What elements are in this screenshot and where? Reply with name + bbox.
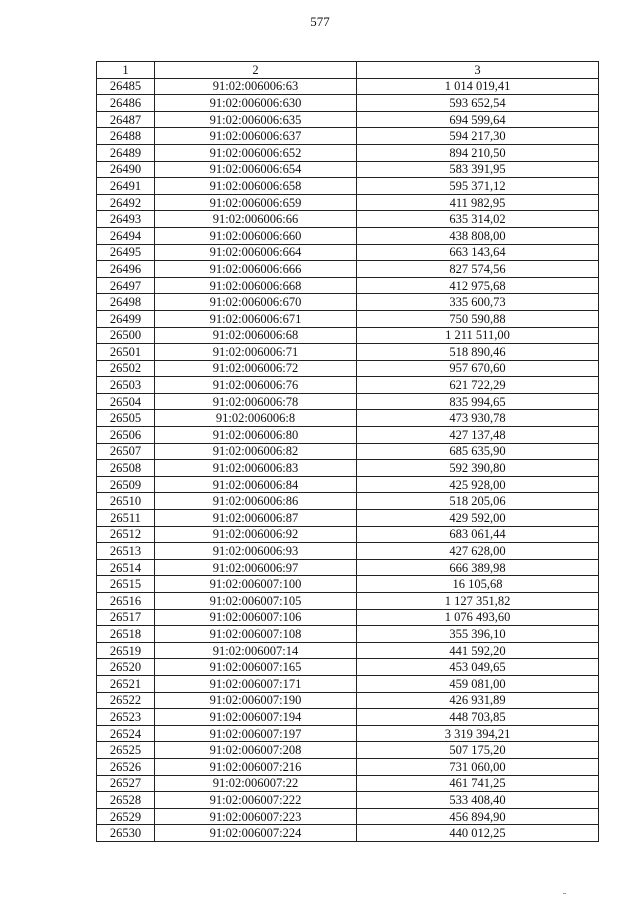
cadastral-number-cell: 91:02:006006:659: [155, 194, 357, 211]
value-cell: 438 808,00: [357, 227, 599, 244]
cadastral-number-cell: 91:02:006006:78: [155, 393, 357, 410]
cadastral-number-cell: 91:02:006007:224: [155, 825, 357, 842]
cadastral-number-cell: 91:02:006006:660: [155, 227, 357, 244]
value-cell: 694 599,64: [357, 111, 599, 128]
row-number-cell: 26525: [97, 742, 155, 759]
table-row: [97, 692, 599, 709]
value-cell: 750 590,88: [357, 310, 599, 327]
table-row: [97, 360, 599, 377]
value-cell: 518 205,06: [357, 493, 599, 510]
value-cell: 426 931,89: [357, 692, 599, 709]
cadastral-number-cell: 91:02:006006:658: [155, 178, 357, 195]
value-cell: 731 060,00: [357, 758, 599, 775]
cadastral-number-cell: 91:02:006007:108: [155, 626, 357, 643]
table-row: [97, 344, 599, 361]
row-number-cell: 26528: [97, 792, 155, 809]
scan-artifact: [563, 893, 566, 894]
value-cell: 685 635,90: [357, 443, 599, 460]
value-cell: 427 137,48: [357, 427, 599, 444]
table-row: [97, 443, 599, 460]
row-number-cell: 26486: [97, 95, 155, 112]
row-number-cell: 26516: [97, 593, 155, 610]
table-row: [97, 476, 599, 493]
cadastral-number-cell: 91:02:006006:66: [155, 211, 357, 228]
value-cell: 1 127 351,82: [357, 593, 599, 610]
cadastral-number-cell: 91:02:006006:68: [155, 327, 357, 344]
table-row: [97, 675, 599, 692]
value-cell: 583 391,95: [357, 161, 599, 178]
cadastral-number-cell: 91:02:006006:71: [155, 344, 357, 361]
row-number-cell: 26530: [97, 825, 155, 842]
row-number-cell: 26501: [97, 344, 155, 361]
cadastral-number-cell: 91:02:006007:100: [155, 576, 357, 593]
value-cell: 411 982,95: [357, 194, 599, 211]
column-header-3: 3: [357, 62, 599, 79]
column-header-1: 1: [97, 62, 155, 79]
table-row: [97, 758, 599, 775]
table-row: [97, 775, 599, 792]
cadastral-number-cell: 91:02:006006:652: [155, 144, 357, 161]
cadastral-number-cell: 91:02:006006:92: [155, 526, 357, 543]
row-number-cell: 26495: [97, 244, 155, 261]
cadastral-number-cell: 91:02:006007:223: [155, 808, 357, 825]
value-cell: 533 408,40: [357, 792, 599, 809]
table-row: [97, 211, 599, 228]
cadastral-number-cell: 91:02:006007:171: [155, 675, 357, 692]
row-number-cell: 26513: [97, 543, 155, 560]
table-row: [97, 709, 599, 726]
table-row: [97, 277, 599, 294]
table-row: [97, 725, 599, 742]
table-row: [97, 144, 599, 161]
row-number-cell: 26485: [97, 78, 155, 95]
value-cell: 827 574,56: [357, 261, 599, 278]
row-number-cell: 26489: [97, 144, 155, 161]
value-cell: 427 628,00: [357, 543, 599, 560]
row-number-cell: 26520: [97, 659, 155, 676]
table-row: [97, 642, 599, 659]
cadastral-number-cell: 91:02:006007:22: [155, 775, 357, 792]
value-cell: 683 061,44: [357, 526, 599, 543]
value-cell: 507 175,20: [357, 742, 599, 759]
row-number-cell: 26527: [97, 775, 155, 792]
row-number-cell: 26509: [97, 476, 155, 493]
cadastral-number-cell: 91:02:006006:8: [155, 410, 357, 427]
row-number-cell: 26492: [97, 194, 155, 211]
value-cell: 461 741,25: [357, 775, 599, 792]
table-row: [97, 294, 599, 311]
cadastral-number-cell: 91:02:006007:197: [155, 725, 357, 742]
column-header-2: 2: [155, 62, 357, 79]
row-number-cell: 26494: [97, 227, 155, 244]
table-row: [97, 161, 599, 178]
row-number-cell: 26500: [97, 327, 155, 344]
value-cell: 1 211 511,00: [357, 327, 599, 344]
cadastral-number-cell: 91:02:006006:63: [155, 78, 357, 95]
value-cell: 355 396,10: [357, 626, 599, 643]
table-row: [97, 808, 599, 825]
cadastral-number-cell: 91:02:006007:208: [155, 742, 357, 759]
value-cell: 456 894,90: [357, 808, 599, 825]
value-cell: 635 314,02: [357, 211, 599, 228]
value-cell: 473 930,78: [357, 410, 599, 427]
cadastral-number-cell: 91:02:006007:14: [155, 642, 357, 659]
table-row: [97, 460, 599, 477]
cadastral-number-cell: 91:02:006007:194: [155, 709, 357, 726]
table-body: [97, 78, 599, 841]
table-row: [97, 510, 599, 527]
row-number-cell: 26514: [97, 559, 155, 576]
row-number-cell: 26524: [97, 725, 155, 742]
table-row: [97, 244, 599, 261]
table-row: [97, 559, 599, 576]
value-cell: 459 081,00: [357, 675, 599, 692]
value-cell: 621 722,29: [357, 377, 599, 394]
table-row: [97, 261, 599, 278]
table-row: [97, 128, 599, 145]
value-cell: 594 217,30: [357, 128, 599, 145]
value-cell: 412 975,68: [357, 277, 599, 294]
cadastral-number-cell: 91:02:006007:165: [155, 659, 357, 676]
table-row: [97, 393, 599, 410]
row-number-cell: 26526: [97, 758, 155, 775]
cadastral-number-cell: 91:02:006007:190: [155, 692, 357, 709]
cadastral-number-cell: 91:02:006006:630: [155, 95, 357, 112]
row-number-cell: 26490: [97, 161, 155, 178]
row-number-cell: 26521: [97, 675, 155, 692]
table-row: [97, 427, 599, 444]
value-cell: 453 049,65: [357, 659, 599, 676]
row-number-cell: 26507: [97, 443, 155, 460]
table-row: [97, 792, 599, 809]
row-number-cell: 26491: [97, 178, 155, 195]
table-row: [97, 410, 599, 427]
row-number-cell: 26502: [97, 360, 155, 377]
value-cell: 592 390,80: [357, 460, 599, 477]
row-number-cell: 26498: [97, 294, 155, 311]
table-row: [97, 111, 599, 128]
table-row: [97, 227, 599, 244]
cadastral-number-cell: 91:02:006006:637: [155, 128, 357, 145]
row-number-cell: 26493: [97, 211, 155, 228]
cadastral-number-cell: 91:02:006006:87: [155, 510, 357, 527]
cadastral-number-cell: 91:02:006006:671: [155, 310, 357, 327]
cadastral-number-cell: 91:02:006006:670: [155, 294, 357, 311]
table-row: [97, 493, 599, 510]
row-number-cell: 26511: [97, 510, 155, 527]
cadastral-number-cell: 91:02:006006:666: [155, 261, 357, 278]
table-row: [97, 95, 599, 112]
row-number-cell: 26517: [97, 609, 155, 626]
table-row: [97, 626, 599, 643]
row-number-cell: 26497: [97, 277, 155, 294]
header-row: [97, 62, 599, 79]
row-number-cell: 26505: [97, 410, 155, 427]
value-cell: 441 592,20: [357, 642, 599, 659]
cadastral-number-cell: 91:02:006006:97: [155, 559, 357, 576]
cadastral-number-cell: 91:02:006006:664: [155, 244, 357, 261]
row-number-cell: 26504: [97, 393, 155, 410]
value-cell: 595 371,12: [357, 178, 599, 195]
table-row: [97, 543, 599, 560]
table-row: [97, 194, 599, 211]
page-number: 577: [310, 14, 330, 29]
cadastral-number-cell: 91:02:006007:106: [155, 609, 357, 626]
row-number-cell: 26499: [97, 310, 155, 327]
value-cell: 663 143,64: [357, 244, 599, 261]
row-number-cell: 26510: [97, 493, 155, 510]
row-number-cell: 26487: [97, 111, 155, 128]
value-cell: 593 652,54: [357, 95, 599, 112]
table-row: [97, 526, 599, 543]
table-row: [97, 576, 599, 593]
row-number-cell: 26518: [97, 626, 155, 643]
row-number-cell: 26503: [97, 377, 155, 394]
row-number-cell: 26523: [97, 709, 155, 726]
value-cell: 440 012,25: [357, 825, 599, 842]
value-cell: 448 703,85: [357, 709, 599, 726]
cadastral-number-cell: 91:02:006006:635: [155, 111, 357, 128]
table-row: [97, 377, 599, 394]
table-row: [97, 659, 599, 676]
value-cell: 1 076 493,60: [357, 609, 599, 626]
row-number-cell: 26488: [97, 128, 155, 145]
value-cell: 835 994,65: [357, 393, 599, 410]
cadastral-number-cell: 91:02:006006:84: [155, 476, 357, 493]
table-row: [97, 310, 599, 327]
table-row: [97, 178, 599, 195]
cadastral-number-cell: 91:02:006006:83: [155, 460, 357, 477]
cadastral-number-cell: 91:02:006006:654: [155, 161, 357, 178]
row-number-cell: 26519: [97, 642, 155, 659]
value-cell: 3 319 394,21: [357, 725, 599, 742]
table-row: [97, 327, 599, 344]
cadastral-number-cell: 91:02:006007:222: [155, 792, 357, 809]
row-number-cell: 26508: [97, 460, 155, 477]
cadastral-number-cell: 91:02:006006:668: [155, 277, 357, 294]
cadastral-number-cell: 91:02:006006:76: [155, 377, 357, 394]
cadastral-number-cell: 91:02:006007:216: [155, 758, 357, 775]
row-number-cell: 26529: [97, 808, 155, 825]
cadastral-number-cell: 91:02:006006:93: [155, 543, 357, 560]
value-cell: 957 670,60: [357, 360, 599, 377]
value-cell: 666 389,98: [357, 559, 599, 576]
value-cell: 518 890,46: [357, 344, 599, 361]
value-cell: 335 600,73: [357, 294, 599, 311]
cadastral-number-cell: 91:02:006006:72: [155, 360, 357, 377]
cadastral-number-cell: 91:02:006007:105: [155, 593, 357, 610]
data-table: [96, 61, 599, 842]
table-row: [97, 825, 599, 842]
row-number-cell: 26522: [97, 692, 155, 709]
table-row: [97, 78, 599, 95]
row-number-cell: 26506: [97, 427, 155, 444]
row-number-cell: 26515: [97, 576, 155, 593]
value-cell: 1 014 019,41: [357, 78, 599, 95]
cadastral-number-cell: 91:02:006006:80: [155, 427, 357, 444]
cadastral-number-cell: 91:02:006006:86: [155, 493, 357, 510]
value-cell: 894 210,50: [357, 144, 599, 161]
row-number-cell: 26512: [97, 526, 155, 543]
row-number-cell: 26496: [97, 261, 155, 278]
cadastral-number-cell: 91:02:006006:82: [155, 443, 357, 460]
value-cell: 429 592,00: [357, 510, 599, 527]
value-cell: 16 105,68: [357, 576, 599, 593]
table-row: [97, 593, 599, 610]
table-row: [97, 609, 599, 626]
value-cell: 425 928,00: [357, 476, 599, 493]
table-row: [97, 742, 599, 759]
